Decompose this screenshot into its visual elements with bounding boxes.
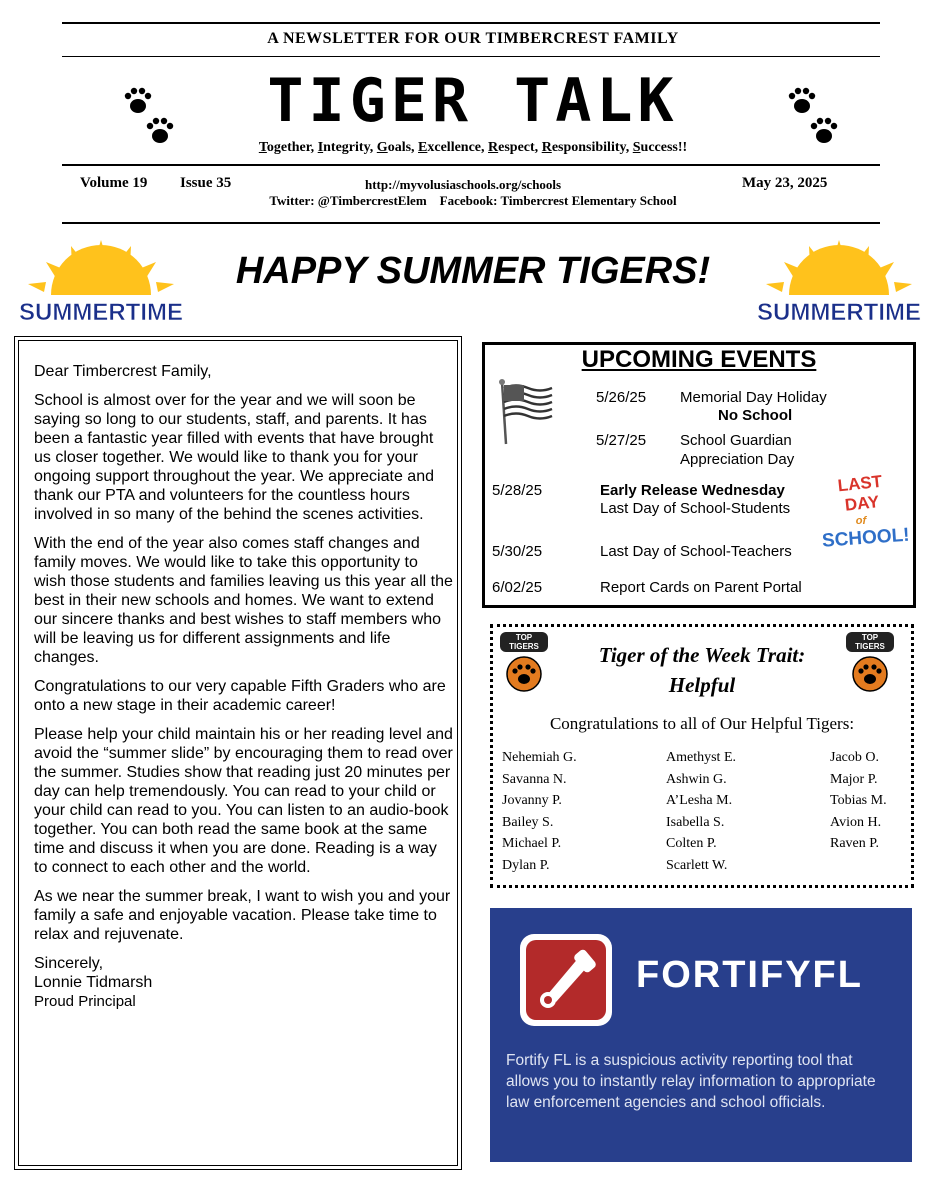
fortifyfl-description: Fortify FL is a suspicious activity reporting tool that allows you to instantly relay information to appropriate law enforcement agencies and school officials. bbox=[506, 1052, 876, 1111]
letter-signature-name: Lonnie Tidmarsh bbox=[34, 974, 153, 991]
school-motto bbox=[0, 140, 946, 156]
list-item: A’Lesha M. bbox=[666, 793, 733, 808]
volume-number: Volume 19 bbox=[80, 175, 148, 191]
event-date-1: 5/26/25 bbox=[596, 389, 647, 406]
megaphone-icon bbox=[518, 932, 614, 1028]
motto-respect: Respect, bbox=[488, 140, 542, 155]
fortifyfl-brand: FORTIFYFL bbox=[636, 954, 863, 996]
list-item: Avion H. bbox=[830, 814, 882, 830]
event-desc-5: Report Cards on Parent Portal bbox=[600, 579, 802, 596]
motto-together: Together, bbox=[258, 140, 318, 155]
list-item: Isabella S. bbox=[666, 814, 725, 830]
list-item: Tobias M. bbox=[830, 793, 887, 808]
event-date-3: 5/28/25 bbox=[492, 482, 543, 499]
motto-rule bbox=[62, 164, 880, 166]
issue-date: May 23, 2025 bbox=[742, 175, 828, 191]
fortifyfl-panel bbox=[490, 908, 912, 1162]
list-item: Scarlett W. bbox=[666, 857, 728, 873]
issue-number: Issue 35 bbox=[180, 175, 232, 191]
summertime-label-right: SUMMERTIME bbox=[757, 299, 921, 326]
event-desc-2: School Guardian bbox=[680, 432, 792, 449]
tiger-trait-heading: Tiger of the Week Trait: bbox=[598, 643, 806, 667]
event-desc-1: Memorial Day Holiday bbox=[680, 389, 827, 406]
letter-paragraph-5: As we near the summer break, I want to wish you and your family a safe and enjoyable vacation. Please take time to relax and rejuvenate. bbox=[34, 888, 451, 943]
newsletter-title: TIGER TALK bbox=[267, 66, 679, 136]
letter-greeting: Dear Timbercrest Family, bbox=[34, 363, 212, 380]
social-links[interactable]: Twitter: @TimbercrestElem Facebook: Timbercrest Elementary School bbox=[269, 193, 677, 208]
summer-headline: HAPPY SUMMER TIGERS! bbox=[235, 250, 711, 292]
tagline-rule bbox=[62, 56, 880, 57]
list-item: Nehemiah G. bbox=[502, 750, 577, 765]
event-desc-3b: Last Day of School-Students bbox=[600, 500, 791, 517]
tiger-names-column-2 bbox=[666, 747, 736, 876]
last-day-of-school-art bbox=[821, 471, 911, 560]
list-item: Bailey S. bbox=[502, 814, 554, 830]
list-item: Major P. bbox=[830, 771, 878, 787]
event-desc-3: Early Release Wednesday bbox=[600, 482, 785, 499]
list-item: Jovanny P. bbox=[502, 793, 562, 808]
event-date-4: 5/30/25 bbox=[492, 543, 543, 560]
last-day-art-line3: SCHOOL! bbox=[821, 524, 911, 552]
newsletter-tagline: A NEWSLETTER FOR OUR TIMBERCREST FAMILY bbox=[267, 30, 679, 47]
letter-closing: Sincerely, bbox=[34, 955, 104, 972]
list-item: Savanna N. bbox=[502, 771, 567, 787]
top-tigers-badge-right: TOP TIGERS bbox=[846, 632, 894, 688]
motto-goals: Goals, bbox=[376, 140, 419, 155]
letter-paragraph-4: Please help your child maintain his or her reading level and avoid the “summer slide” by encouraging them to read over the summer. Studies show that reading just 20 minutes per day can help tremendously. You can read to your child or your child can read to you. You can listen to an audio-book together. You can both read the same book at the same time and discuss it when you are done. Reading is a way to connect to each other and the world. bbox=[34, 726, 453, 876]
event-desc-4: Last Day of School-Teachers bbox=[600, 543, 792, 560]
motto-excellence: Excellence, bbox=[418, 140, 489, 155]
tiger-names-column-3 bbox=[830, 747, 887, 855]
list-item: Jacob O. bbox=[830, 750, 879, 765]
motto-responsibility: Responsibility, bbox=[541, 140, 633, 155]
list-item: Ashwin G. bbox=[666, 771, 727, 787]
tiger-trait-title bbox=[490, 640, 914, 700]
last-day-art-line1: LAST DAY bbox=[836, 471, 883, 515]
tiger-congrats: Congratulations to all of Our Helpful Tigers: bbox=[549, 714, 855, 733]
list-item: Michael P. bbox=[502, 836, 562, 851]
event-date-5: 6/02/25 bbox=[492, 579, 543, 596]
top-tigers-badge-left: TOP TIGERS bbox=[500, 632, 548, 688]
tiger-trait-name: Helpful bbox=[668, 673, 736, 697]
list-item: Raven P. bbox=[830, 836, 879, 851]
american-flag-icon bbox=[496, 378, 556, 446]
letter-signature-role: Proud Principal bbox=[34, 993, 136, 1010]
upcoming-events-title: UPCOMING EVENTS bbox=[581, 346, 817, 373]
school-url[interactable]: http://myvolusiaschools.org/schools bbox=[365, 177, 562, 192]
event-date-2: 5/27/25 bbox=[596, 432, 647, 449]
top-rule bbox=[62, 22, 880, 24]
event-desc-2b: Appreciation Day bbox=[680, 451, 795, 468]
motto-integrity: Integrity, bbox=[317, 140, 377, 155]
last-day-art-line2: of bbox=[855, 515, 867, 527]
motto-success: Success!! bbox=[632, 140, 688, 155]
list-item: Colten P. bbox=[666, 836, 717, 851]
tiger-names-column-1 bbox=[502, 747, 577, 876]
letter-paragraph-2: With the end of the year also comes staff changes and family moves. We would like to take this opportunity to wish those students and families leaving us this year all the best in their new schools and homes. We want to extend our sincere thanks and best wishes to staff members who will be leaving us for different assignments and life changes. bbox=[34, 535, 453, 666]
summertime-label-left: SUMMERTIME bbox=[19, 299, 183, 326]
letter-paragraph-1: School is almost over for the year and we will soon be saying so long to our students, staff, and parents. It has been a fantastic year filled with events that have brought us closer together. We would like to thank you for your ongoing support throughout the year. We appreciate and thank our PTA and volunteers for the countless hours involved in so many of the behind the scenes activities. bbox=[34, 392, 434, 523]
letter-paragraph-3: Congratulations to our very capable Fifth Graders who are onto a new stage in their academic career! bbox=[34, 678, 446, 714]
list-item: Amethyst E. bbox=[666, 750, 736, 765]
header-bottom-rule bbox=[62, 222, 880, 224]
event-note-1: No School bbox=[718, 407, 793, 424]
list-item: Dylan P. bbox=[502, 857, 550, 873]
principal-letter bbox=[34, 362, 454, 1011]
